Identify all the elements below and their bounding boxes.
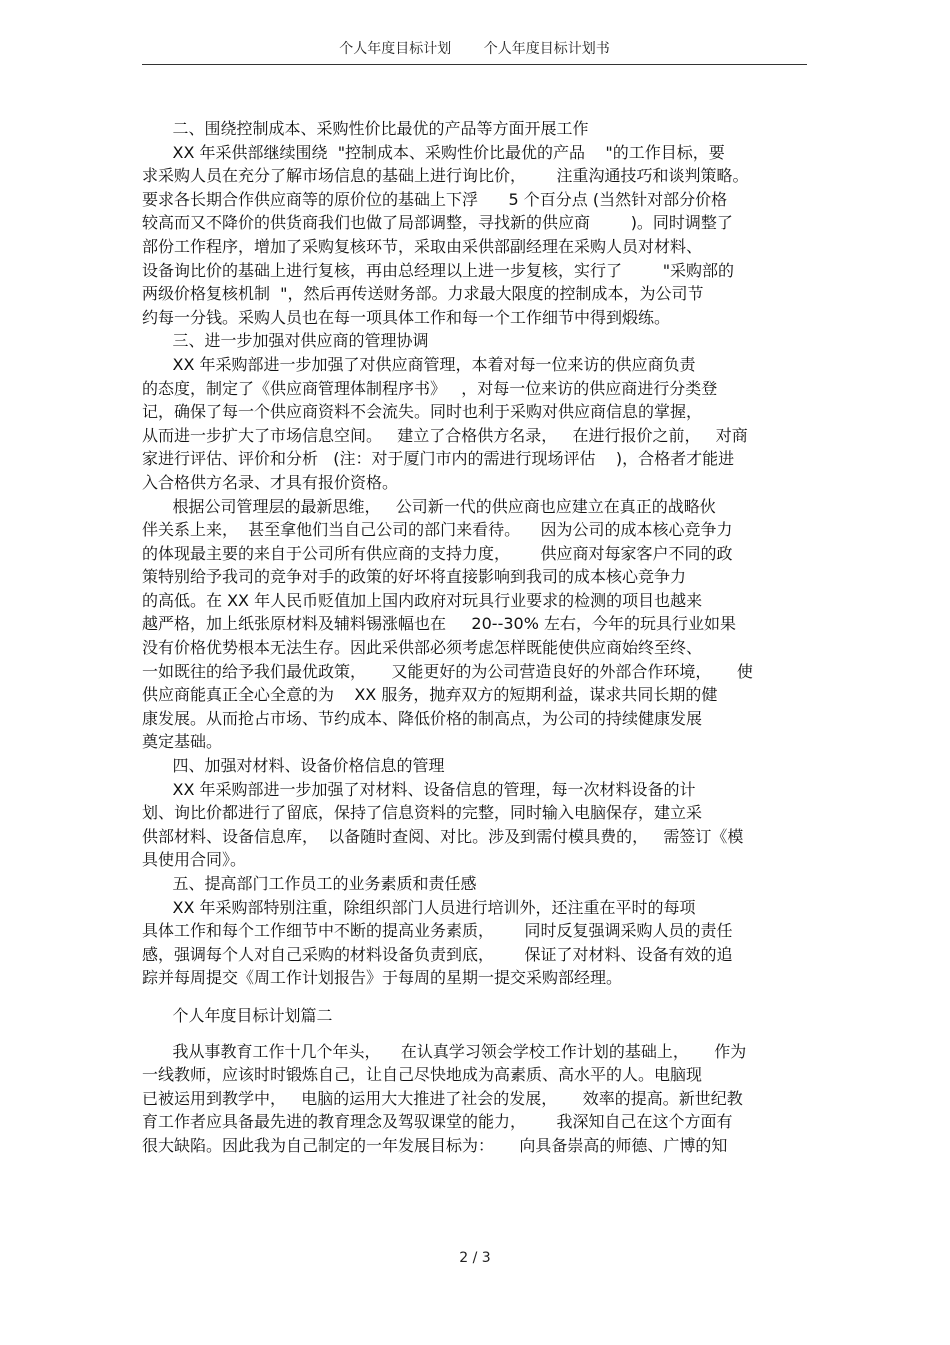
- text-line: 约每一分钱。采购人员也在每一项具体工作和每一个工作细节中得到煅练。: [142, 307, 671, 327]
- text-line: 我从事教育工作十几个年头， 在认真学习领会学校工作计划的基础上， 作为: [142, 1041, 747, 1061]
- text-line: 具体工作和每个工作细节中不断的提高业务素质， 同时反复强调采购人员的责任: [142, 921, 733, 941]
- text-line: 从而进一步扩大了市场信息空间。 建立了合格供方名录， 在进行报价之前， 对商: [142, 425, 748, 445]
- text-line: 要求各长期合作供应商等的原价位的基础上下浮 5 个百分点 (当然针对部分价格: [142, 189, 728, 209]
- header-left-title: 个人年度目标计划: [339, 41, 452, 57]
- text-line: XX 年采供部继续围绕 "控制成本、采购性价比最优的产品 "的工作目标，要: [142, 142, 725, 162]
- text-line: XX 年采购部特别注重，除组织部门人员进行培训外，还注重在平时的每项: [142, 897, 696, 917]
- text-line: 两级价格复核机制 "，然后再传送财务部。力求最大限度的控制成本，为公司节: [142, 284, 704, 304]
- text-line: 设备询比价的基础上进行复核，再由总经理以上进一步复核，实行了 "采购部的: [142, 260, 735, 280]
- text-line: 一如既往的给予我们最优政策， 又能更好的为公司营造良好的外部合作环境， 使: [142, 661, 753, 681]
- text-line: XX 年采购部进一步加强了对材料、设备信息的管理，每一次材料设备的计: [142, 779, 696, 799]
- text-line: 已被运用到教学中， 电脑的运用大大推进了社会的发展， 效率的提高。新世纪教: [142, 1088, 743, 1108]
- text-line: XX 年采购部进一步加强了对供应商管理，本着对每一位来访的供应商负责: [142, 354, 696, 374]
- text-line: 求采购人员在充分了解市场信息的基础上进行询比价， 注重沟通技巧和谈判策略。: [142, 166, 749, 186]
- section-title: 个人年度目标计划篇二: [142, 1005, 333, 1025]
- document-body: [142, 117, 810, 1158]
- text-line: 二、围绕控制成本、采购性价比最优的产品等方面开展工作: [142, 119, 589, 138]
- text-line: 家进行评估、评价和分析 (注：对于厦门市内的需进行现场评估 )，合格者才能进: [142, 449, 735, 469]
- text-line: 根据公司管理层的最新思维， 公司新一代的供应商也应建立在真正的战略伙: [142, 496, 716, 516]
- text-line: 奠定基础。: [142, 732, 223, 752]
- text-line: 育工作者应具备最先进的教育理念及驾驭课堂的能力， 我深知自己在这个方面有: [142, 1112, 733, 1132]
- text-line: 五、提高部门工作员工的业务素质和责任感: [142, 874, 477, 893]
- text-line: 伴关系上来， 甚至拿他们当自己公司的部门来看待。 因为公司的成本核心竞争力: [142, 520, 733, 540]
- header-right-title: 个人年度目标计划书: [483, 41, 610, 57]
- text-line: 四、加强对材料、设备价格信息的管理: [142, 756, 445, 776]
- text-line: 供部材料、设备信息库， 以备随时查阅、对比。涉及到需付模具费的， 需签订《模: [142, 826, 744, 846]
- text-line: 康发展。从而抢占市场、节约成本、降低价格的制高点，为公司的持续健康发展: [142, 708, 703, 728]
- text-line: 越严格，加上纸张原材料及辅料锡涨幅也在 20--30% 左右，今年的玩具行业如果: [142, 614, 736, 634]
- text-line: 策特别给予我司的竞争对手的政策的好坏将直接影响到我司的成本核心竞争力: [142, 567, 687, 587]
- text-line: 较高而又不降价的供货商我们也做了局部调整，寻找新的供应商 )。同时调整了: [142, 213, 733, 233]
- text-line: 踪并每周提交《周工作计划报告》于每周的星期一提交采购部经理。: [142, 968, 623, 988]
- text-line: 很大缺陷。因此我为自己制定的一年发展目标为： 向具备崇高的师德、广博的知: [142, 1135, 728, 1155]
- text-block-part-two: [142, 1040, 810, 1158]
- text-block-part-one: [142, 117, 810, 990]
- text-line: 具使用合同》。: [142, 850, 247, 870]
- text-line: 入合格供方名录、才具有报价资格。: [142, 472, 399, 492]
- text-line: 一线教师，应该时时锻炼自己，让自己尽快地成为高素质、高水平的人。电脑现: [142, 1065, 703, 1085]
- page-number: 2 / 3: [459, 1250, 491, 1266]
- text-line: 记，确保了每一个供应商资料不会流失。同时也利于采购对供应商信息的掌握，: [142, 402, 703, 422]
- page-header: [142, 38, 807, 65]
- text-line: 的体现最主要的来自于公司所有供应商的支持力度， 供应商对每家客户不同的政: [142, 543, 733, 563]
- text-line: 三、进一步加强对供应商的管理协调: [142, 331, 429, 351]
- text-line: 部份工作程序，增加了采购复核环节，采取由采供部副经理在采购人员对材料、: [142, 236, 703, 256]
- text-line: 供应商能真正全心全意的为 XX 服务，抛弃双方的短期利益，谋求共同长期的健: [142, 685, 718, 705]
- text-line: 没有价格优势根本无法生存。因此采供部必须考虑怎样既能使供应商始终至终、: [142, 638, 703, 658]
- text-line: 的高低。在 XX 年人民币贬值加上国内政府对玩具行业要求的检测的项目也越来: [142, 590, 703, 610]
- text-line: 感，强调每个人对自己采购的材料设备负责到底， 保证了对材料、设备有效的追: [142, 944, 733, 964]
- text-line: 划、询比价都进行了留底，保持了信息资料的完整，同时输入电脑保存，建立采: [142, 803, 703, 823]
- text-line: 的态度，制定了《供应商管理体制程序书》 ，对每一位来访的供应商进行分类登: [142, 378, 718, 398]
